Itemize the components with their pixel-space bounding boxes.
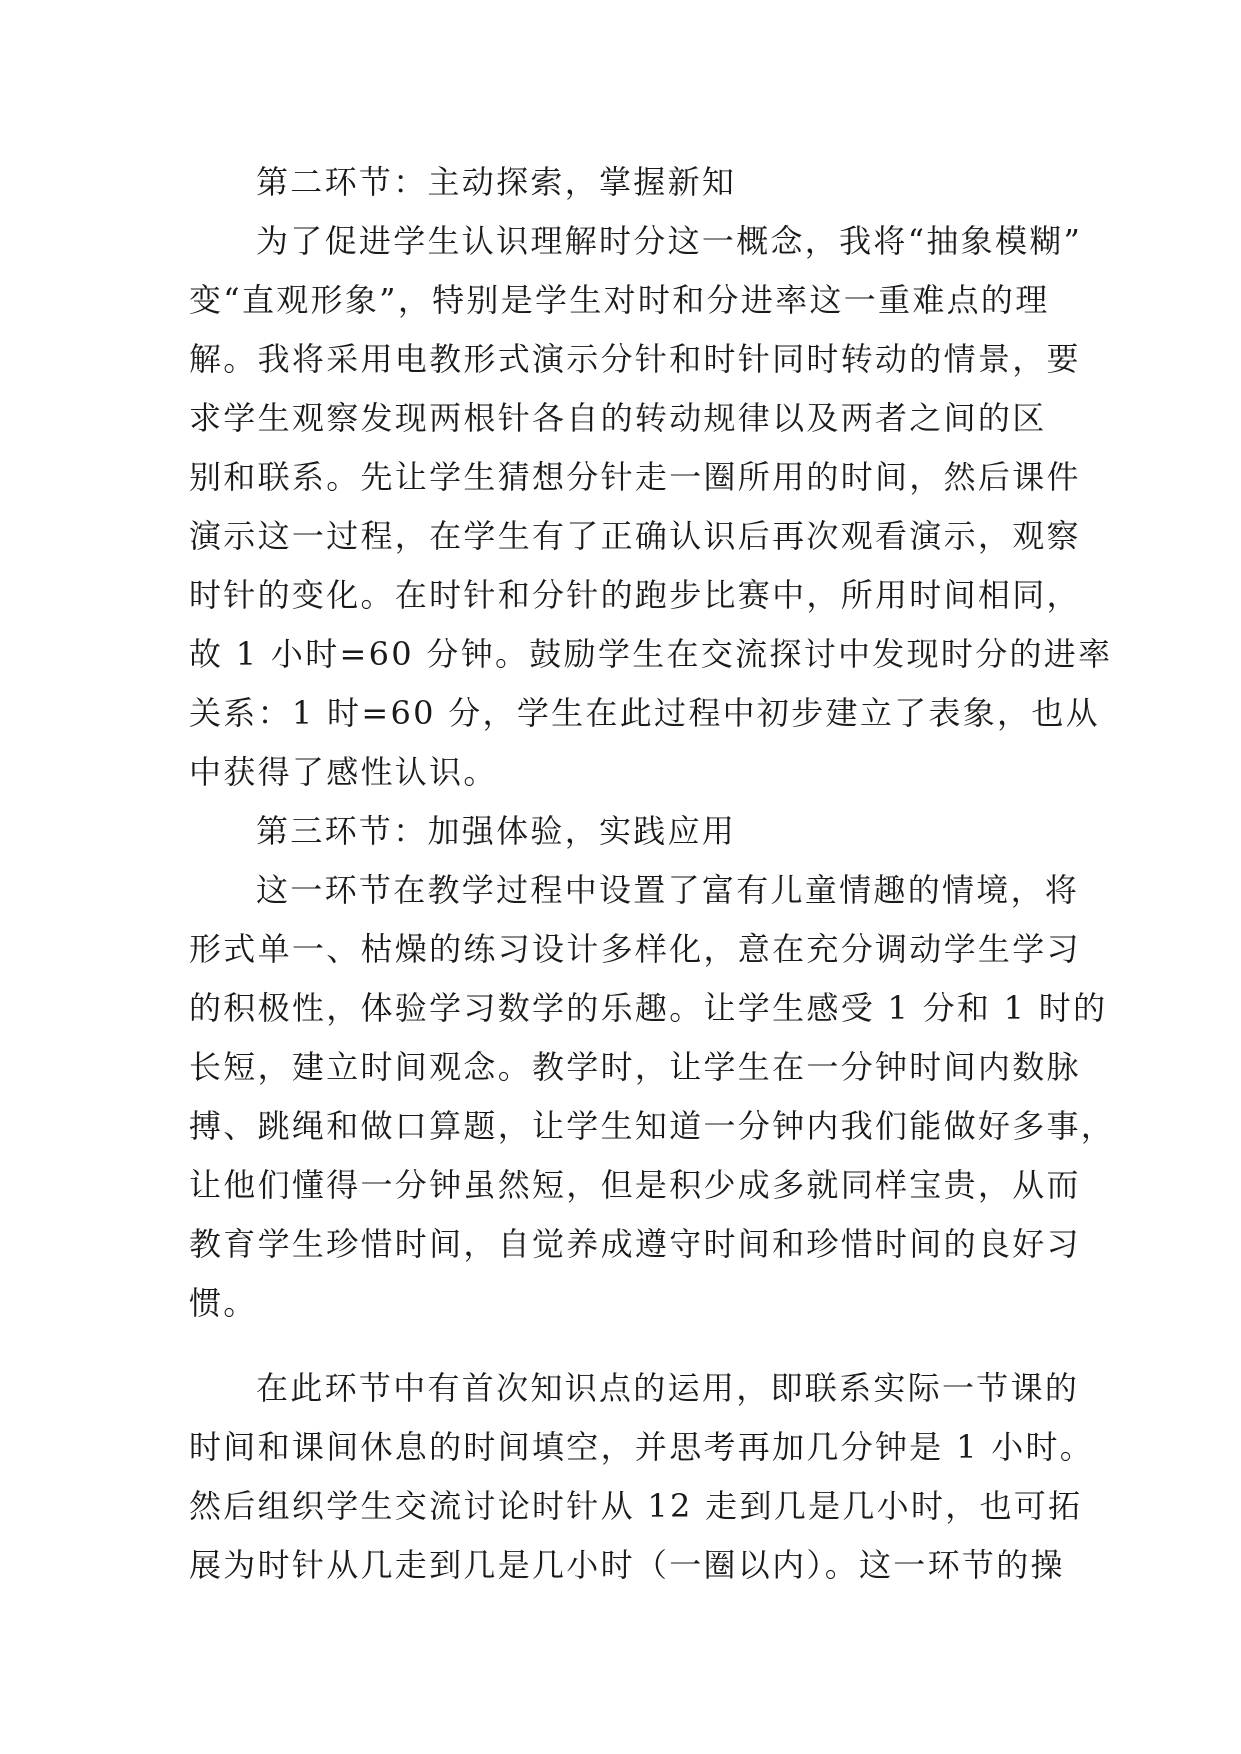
paragraph-line: 为了促进学生认识理解时分这一概念，我将“抽象模糊” — [256, 222, 1083, 260]
paragraph-spacer — [189, 1333, 1069, 1359]
paragraph-line: 求学生观察发现两根针各自的转动规律以及两者之间的区 — [189, 399, 1047, 437]
document-body — [189, 153, 1116, 1595]
paragraph-line: 长短，建立时间观念。教学时，让学生在一分钟时间内数脉 — [189, 1048, 1081, 1086]
paragraph-line: 时间和课间休息的时间填空，并思考再加几分钟是 1 小时。 — [189, 1428, 1095, 1466]
paragraph-line: 然后组织学生交流讨论时针从 12 走到几是几小时，也可拓 — [189, 1487, 1083, 1525]
section-heading-2: 第二环节：主动探索，掌握新知 — [256, 163, 737, 201]
paragraph-line: 演示这一过程，在学生有了正确认识后再次观看演示，观察 — [189, 517, 1081, 555]
paragraph-line: 解。我将采用电教形式演示分针和时针同时转动的情景，要 — [189, 340, 1081, 378]
paragraph-line: 时针的变化。在时针和分针的跑步比赛中，所用时间相同， — [189, 576, 1081, 614]
section-heading-3: 第三环节：加强体验，实践应用 — [256, 812, 737, 850]
paragraph-line: 这一环节在教学过程中设置了富有儿童情趣的情境，将 — [256, 871, 1080, 909]
paragraph-line: 变“直观形象”，特别是学生对时和分进率这一重难点的理 — [189, 281, 1050, 319]
paragraph-line: 形式单一、枯燥的练习设计多样化，意在充分调动学生学习 — [189, 930, 1081, 968]
paragraph-line: 别和联系。先让学生猜想分针走一圈所用的时间，然后课件 — [189, 458, 1081, 496]
paragraph-line: 的积极性，体验学习数学的乐趣。让学生感受 1 分和 1 时的 — [189, 989, 1108, 1027]
paragraph-line: 教育学生珍惜时间，自觉养成遵守时间和珍惜时间的良好习 — [189, 1225, 1081, 1263]
paragraph-line: 在此环节中有首次知识点的运用，即联系实际一节课的 — [256, 1369, 1080, 1407]
paragraph-line: 展为时针从几走到几是几小时（一圈以内）。这一环节的操 — [189, 1546, 1065, 1584]
paragraph-line: 搏、跳绳和做口算题，让学生知道一分钟内我们能做好多事， — [189, 1107, 1116, 1145]
paragraph-line: 惯。 — [189, 1284, 258, 1322]
paragraph-line: 故 1 小时=60 分钟。鼓励学生在交流探讨中发现时分的进率 — [189, 635, 1113, 673]
paragraph-line: 中获得了感性认识。 — [189, 753, 498, 791]
paragraph-line: 让他们懂得一分钟虽然短，但是积少成多就同样宝贵，从而 — [189, 1166, 1081, 1204]
paragraph-line: 关系：1 时=60 分，学生在此过程中初步建立了表象，也从 — [189, 694, 1100, 732]
